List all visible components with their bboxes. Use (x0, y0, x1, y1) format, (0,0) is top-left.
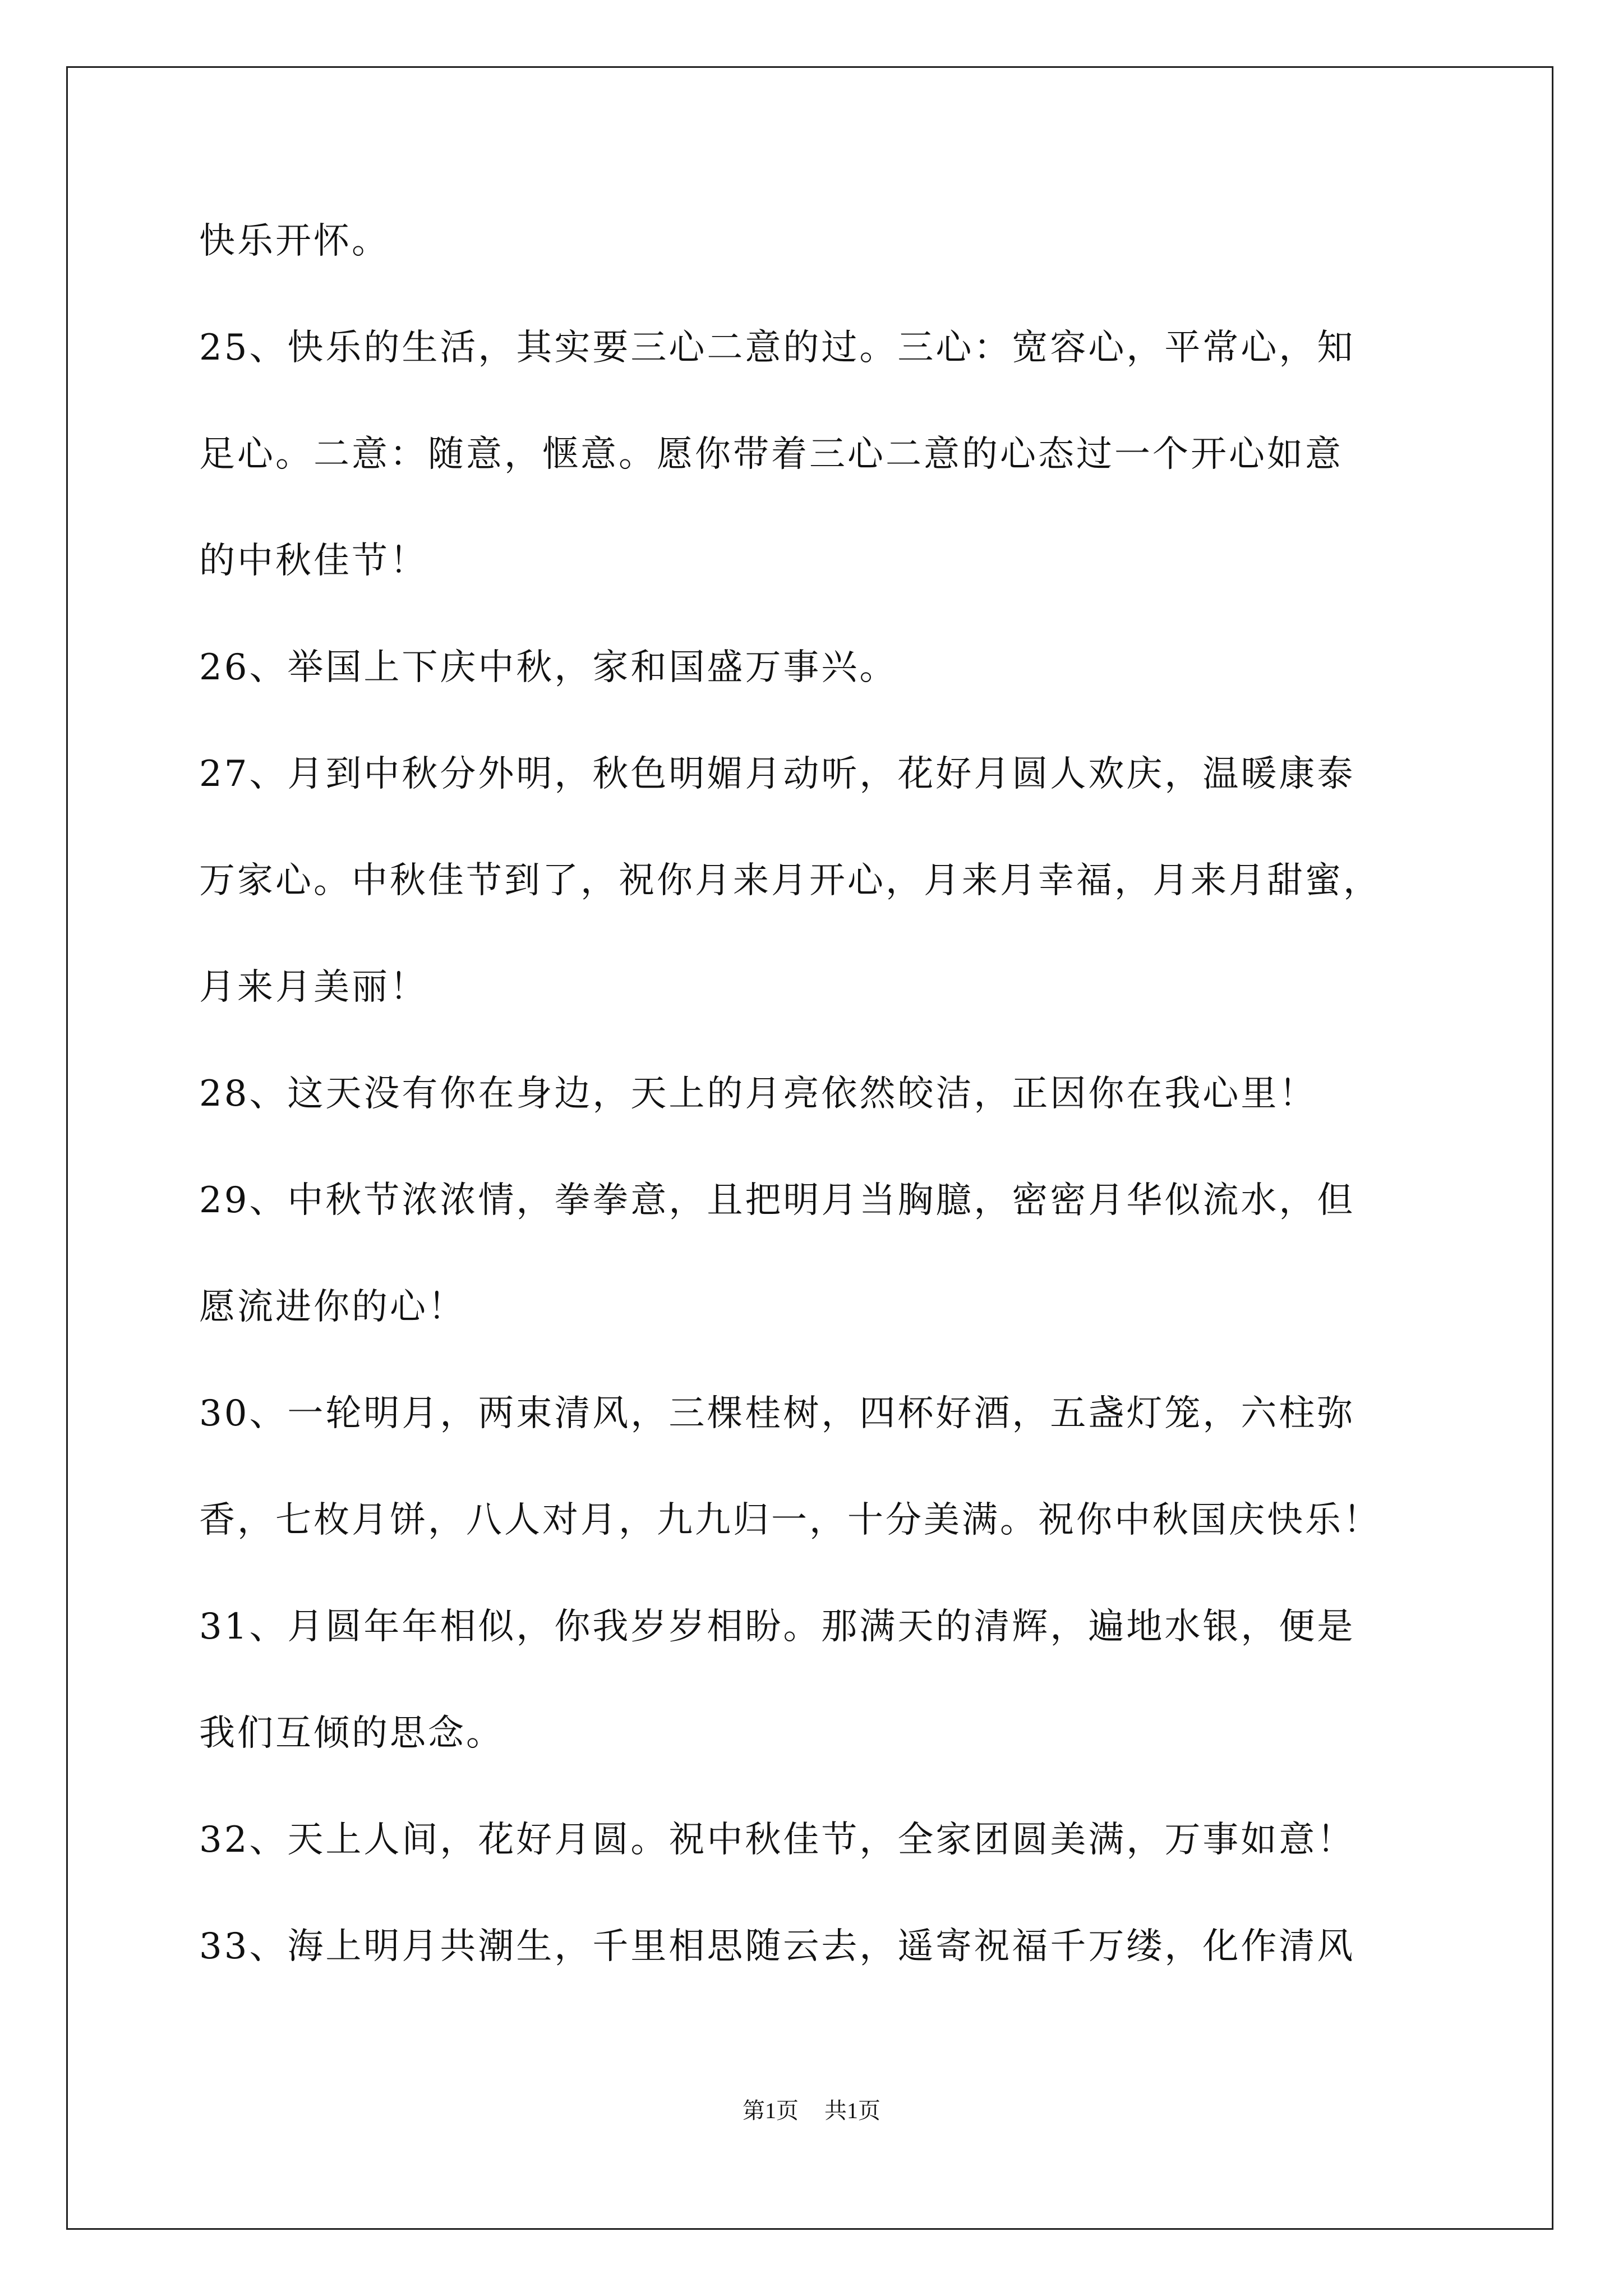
text-line: 万家心。中秋佳节到了，祝你月来月开心，月来月幸福，月来月甜蜜， (199, 860, 1381, 901)
page-number: 第1页 (743, 2098, 799, 2123)
text-line: 30、一轮明月，两束清风，三棵桂树，四杯好酒，五盏灯笼，六柱弥 (199, 1393, 1355, 1434)
text-line: 足心。二意：随意，惬意。愿你带着三心二意的心态过一个开心如意 (199, 434, 1343, 475)
page-total: 共1页 (824, 2098, 880, 2123)
text-line: 33、海上明月共潮生，千里相思随云去，遥寄祝福千万缕，化作清风 (199, 1926, 1355, 1967)
text-line: 28、这天没有你在身边，天上的月亮依然皎洁，正因你在我心里！ (199, 1073, 1317, 1115)
text-line: 32、天上人间，花好月圆。祝中秋佳节，全家团圆美满，万事如意！ (199, 1819, 1355, 1861)
text-line: 我们互倾的思念。 (199, 1713, 504, 1754)
text-line: 香，七枚月饼，八人对月，九九归一，十分美满。祝你中秋国庆快乐！ (199, 1499, 1381, 1541)
text-line: 26、举国上下庆中秋，家和国盛万事兴。 (199, 647, 898, 688)
text-line: 25、快乐的生活，其实要三心二意的过。三心：宽容心，平常心，知 (199, 327, 1355, 369)
text-line: 29、中秋节浓浓情，拳拳意，且把明月当胸臆，密密月华似流水，但 (199, 1180, 1355, 1221)
text-line: 31、月圆年年相似，你我岁岁相盼。那满天的清辉，遍地水银，便是 (199, 1606, 1355, 1648)
page-footer (0, 2097, 1623, 2125)
text-line: 愿流进你的心！ (199, 1286, 466, 1328)
text-line: 月来月美丽！ (199, 967, 428, 1008)
text-line: 快乐开怀。 (199, 220, 390, 262)
text-line: 的中秋佳节！ (199, 540, 428, 582)
text-line: 27、月到中秋分外明，秋色明媚月动听，花好月圆人欢庆，温暖康泰 (199, 753, 1355, 795)
document-body (199, 213, 1433, 2025)
